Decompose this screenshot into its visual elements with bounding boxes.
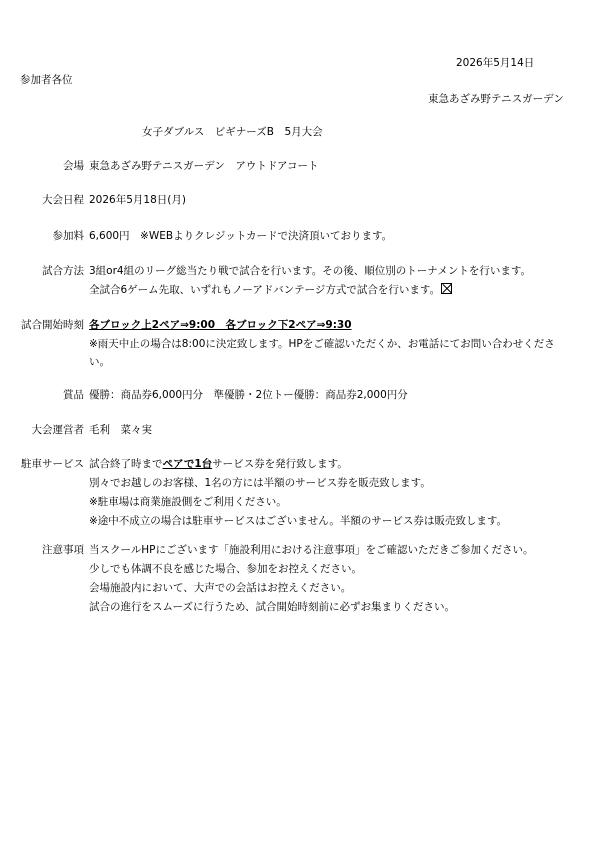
notes-line-3: 会場施設内において、大声での会話はお控えください。 [89, 582, 352, 594]
start-time-note: ※雨天中止の場合は8:00に決定致します。HPをご確認いただくか、お電話にてお問い合わせください。 [89, 338, 555, 368]
notes-label: 注意事項 [42, 544, 84, 556]
parking-line-2: 別々でお越しのお客様、1名の方には半額のサービス券を販売致します。 [89, 477, 431, 489]
manager-label: 大会運営者 [31, 424, 84, 436]
parking-line-1: 試合終了時までペアで1台サービス券を発行致します。 [89, 458, 348, 470]
venue-label: 会場 [63, 160, 84, 172]
start-time-label: 試合開始時刻 [21, 319, 84, 331]
format-line-2: 全試合6ゲーム先取、いずれもノーアドバンテージ方式で試合を行います。 [89, 281, 559, 300]
notes-line-2: 少しでも体調不良を感じた場合、参加をお控えください。 [89, 563, 362, 575]
notes-value [89, 541, 559, 617]
checkbox-crossed-icon [441, 283, 452, 294]
start-time-emphasis: 各ブロック上2ペア⇒9:00 各ブロック下2ペア⇒9:30 [89, 319, 352, 331]
notes-line-4: 試合の進行をスムーズに行うため、試合開始時刻前に必ずお集まりください。 [89, 601, 456, 613]
start-time-value [89, 316, 559, 371]
recipient: 参加者各位 [20, 74, 73, 86]
notes-line-1: 当スクールHPにございます「施設利用における注意事項」をご確認いただきご参加ください。 [89, 544, 534, 556]
schedule-value: 2026年5月18日(月) [89, 194, 186, 206]
venue-value: 東急あざみ野テニスガーデン アウトドアコート [89, 160, 319, 172]
parking-label: 駐車サービス [21, 458, 84, 470]
tournament-title: 女子ダブルス ビギナーズB 5月大会 [142, 126, 323, 138]
prizes-value: 優勝：商品券6,000円分 準優勝・2位トー優勝：商品券2,000円分 [89, 389, 408, 401]
schedule-label: 大会日程 [42, 194, 84, 206]
organizer: 東急あざみ野テニスガーデン [428, 93, 564, 105]
prizes-label: 賞品 [63, 389, 84, 401]
format-label: 試合方法 [42, 265, 84, 277]
parking-emphasis: ペアで1台 [162, 458, 213, 470]
parking-line-3: ※駐車場は商業施設側をご利用ください。 [89, 496, 287, 508]
parking-line-4: ※途中不成立の場合は駐車サービスはございません。半額のサービス券は販売致します。 [89, 515, 508, 527]
fee-value: 6,600円 ※WEBよりクレジットカードで決済頂いております。 [89, 230, 393, 242]
issue-date: 2026年5月14日 [456, 57, 535, 69]
format-value [89, 262, 559, 300]
manager-value: 毛利 菜々実 [89, 424, 152, 436]
parking-value [89, 455, 559, 531]
fee-label: 参加料 [52, 230, 84, 242]
format-line-1: 3組or4組のリーグ総当たり戦で試合を行います。その後、順位別のトーナメントを行います。 [89, 265, 531, 277]
